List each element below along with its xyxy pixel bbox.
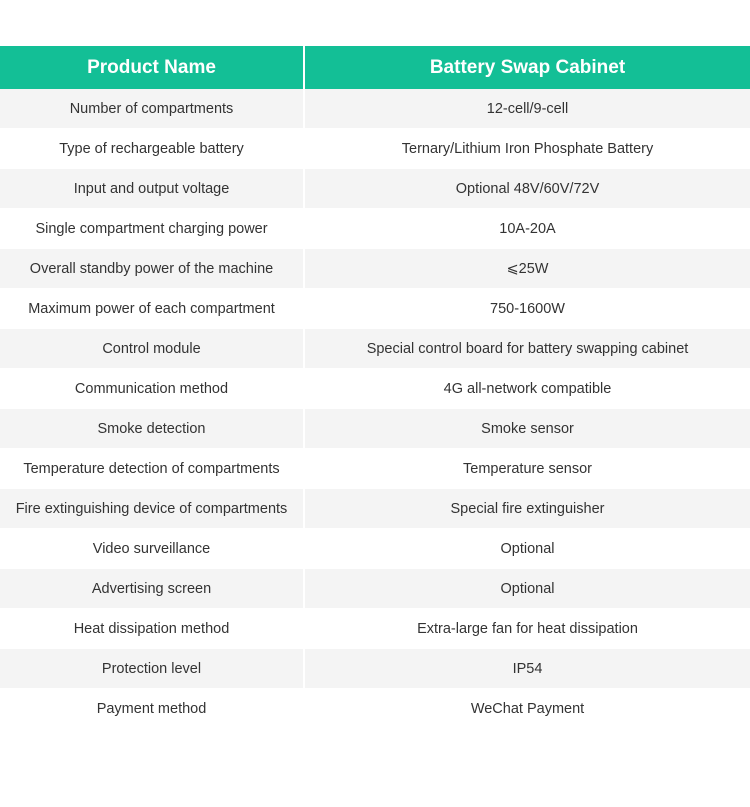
row-value: Temperature sensor	[305, 449, 750, 488]
header-product-name: Product Name	[0, 46, 305, 89]
row-value: 10A-20A	[305, 209, 750, 248]
row-label: Overall standby power of the machine	[0, 249, 305, 288]
table-row	[0, 609, 750, 649]
row-value: 4G all-network compatible	[305, 369, 750, 408]
row-value: 750-1600W	[305, 289, 750, 328]
spec-table	[0, 46, 750, 729]
row-label: Type of rechargeable battery	[0, 129, 305, 168]
row-label: Fire extinguishing device of compartments	[0, 489, 305, 528]
row-value: Extra-large fan for heat dissipation	[305, 609, 750, 648]
row-value: Optional	[305, 569, 750, 608]
row-value: 12-cell/9-cell	[305, 89, 750, 128]
row-value: WeChat Payment	[305, 689, 750, 728]
row-label: Advertising screen	[0, 569, 305, 608]
table-row	[0, 169, 750, 209]
row-label: Input and output voltage	[0, 169, 305, 208]
row-label: Smoke detection	[0, 409, 305, 448]
row-label: Communication method	[0, 369, 305, 408]
table-row	[0, 249, 750, 289]
row-label: Protection level	[0, 649, 305, 688]
table-row	[0, 289, 750, 329]
row-label: Control module	[0, 329, 305, 368]
table-row	[0, 209, 750, 249]
table-row	[0, 649, 750, 689]
table-row	[0, 129, 750, 169]
row-label: Video surveillance	[0, 529, 305, 568]
row-label: Number of compartments	[0, 89, 305, 128]
table-row	[0, 329, 750, 369]
row-value: Smoke sensor	[305, 409, 750, 448]
row-label: Heat dissipation method	[0, 609, 305, 648]
row-value: IP54	[305, 649, 750, 688]
row-value: Special control board for battery swapping cabinet	[305, 329, 750, 368]
table-row	[0, 689, 750, 729]
table-row	[0, 409, 750, 449]
table-row	[0, 89, 750, 129]
row-value: ⩽25W	[305, 249, 750, 288]
table-row	[0, 449, 750, 489]
row-label: Payment method	[0, 689, 305, 728]
table-row	[0, 569, 750, 609]
row-value: Ternary/Lithium Iron Phosphate Battery	[305, 129, 750, 168]
row-label: Maximum power of each compartment	[0, 289, 305, 328]
table-header	[0, 46, 750, 89]
table-row	[0, 369, 750, 409]
table-row	[0, 489, 750, 529]
header-battery-swap-cabinet: Battery Swap Cabinet	[305, 46, 750, 89]
table-row	[0, 529, 750, 569]
row-label: Temperature detection of compartments	[0, 449, 305, 488]
row-value: Optional	[305, 529, 750, 568]
row-value: Special fire extinguisher	[305, 489, 750, 528]
row-value: Optional 48V/60V/72V	[305, 169, 750, 208]
row-label: Single compartment charging power	[0, 209, 305, 248]
